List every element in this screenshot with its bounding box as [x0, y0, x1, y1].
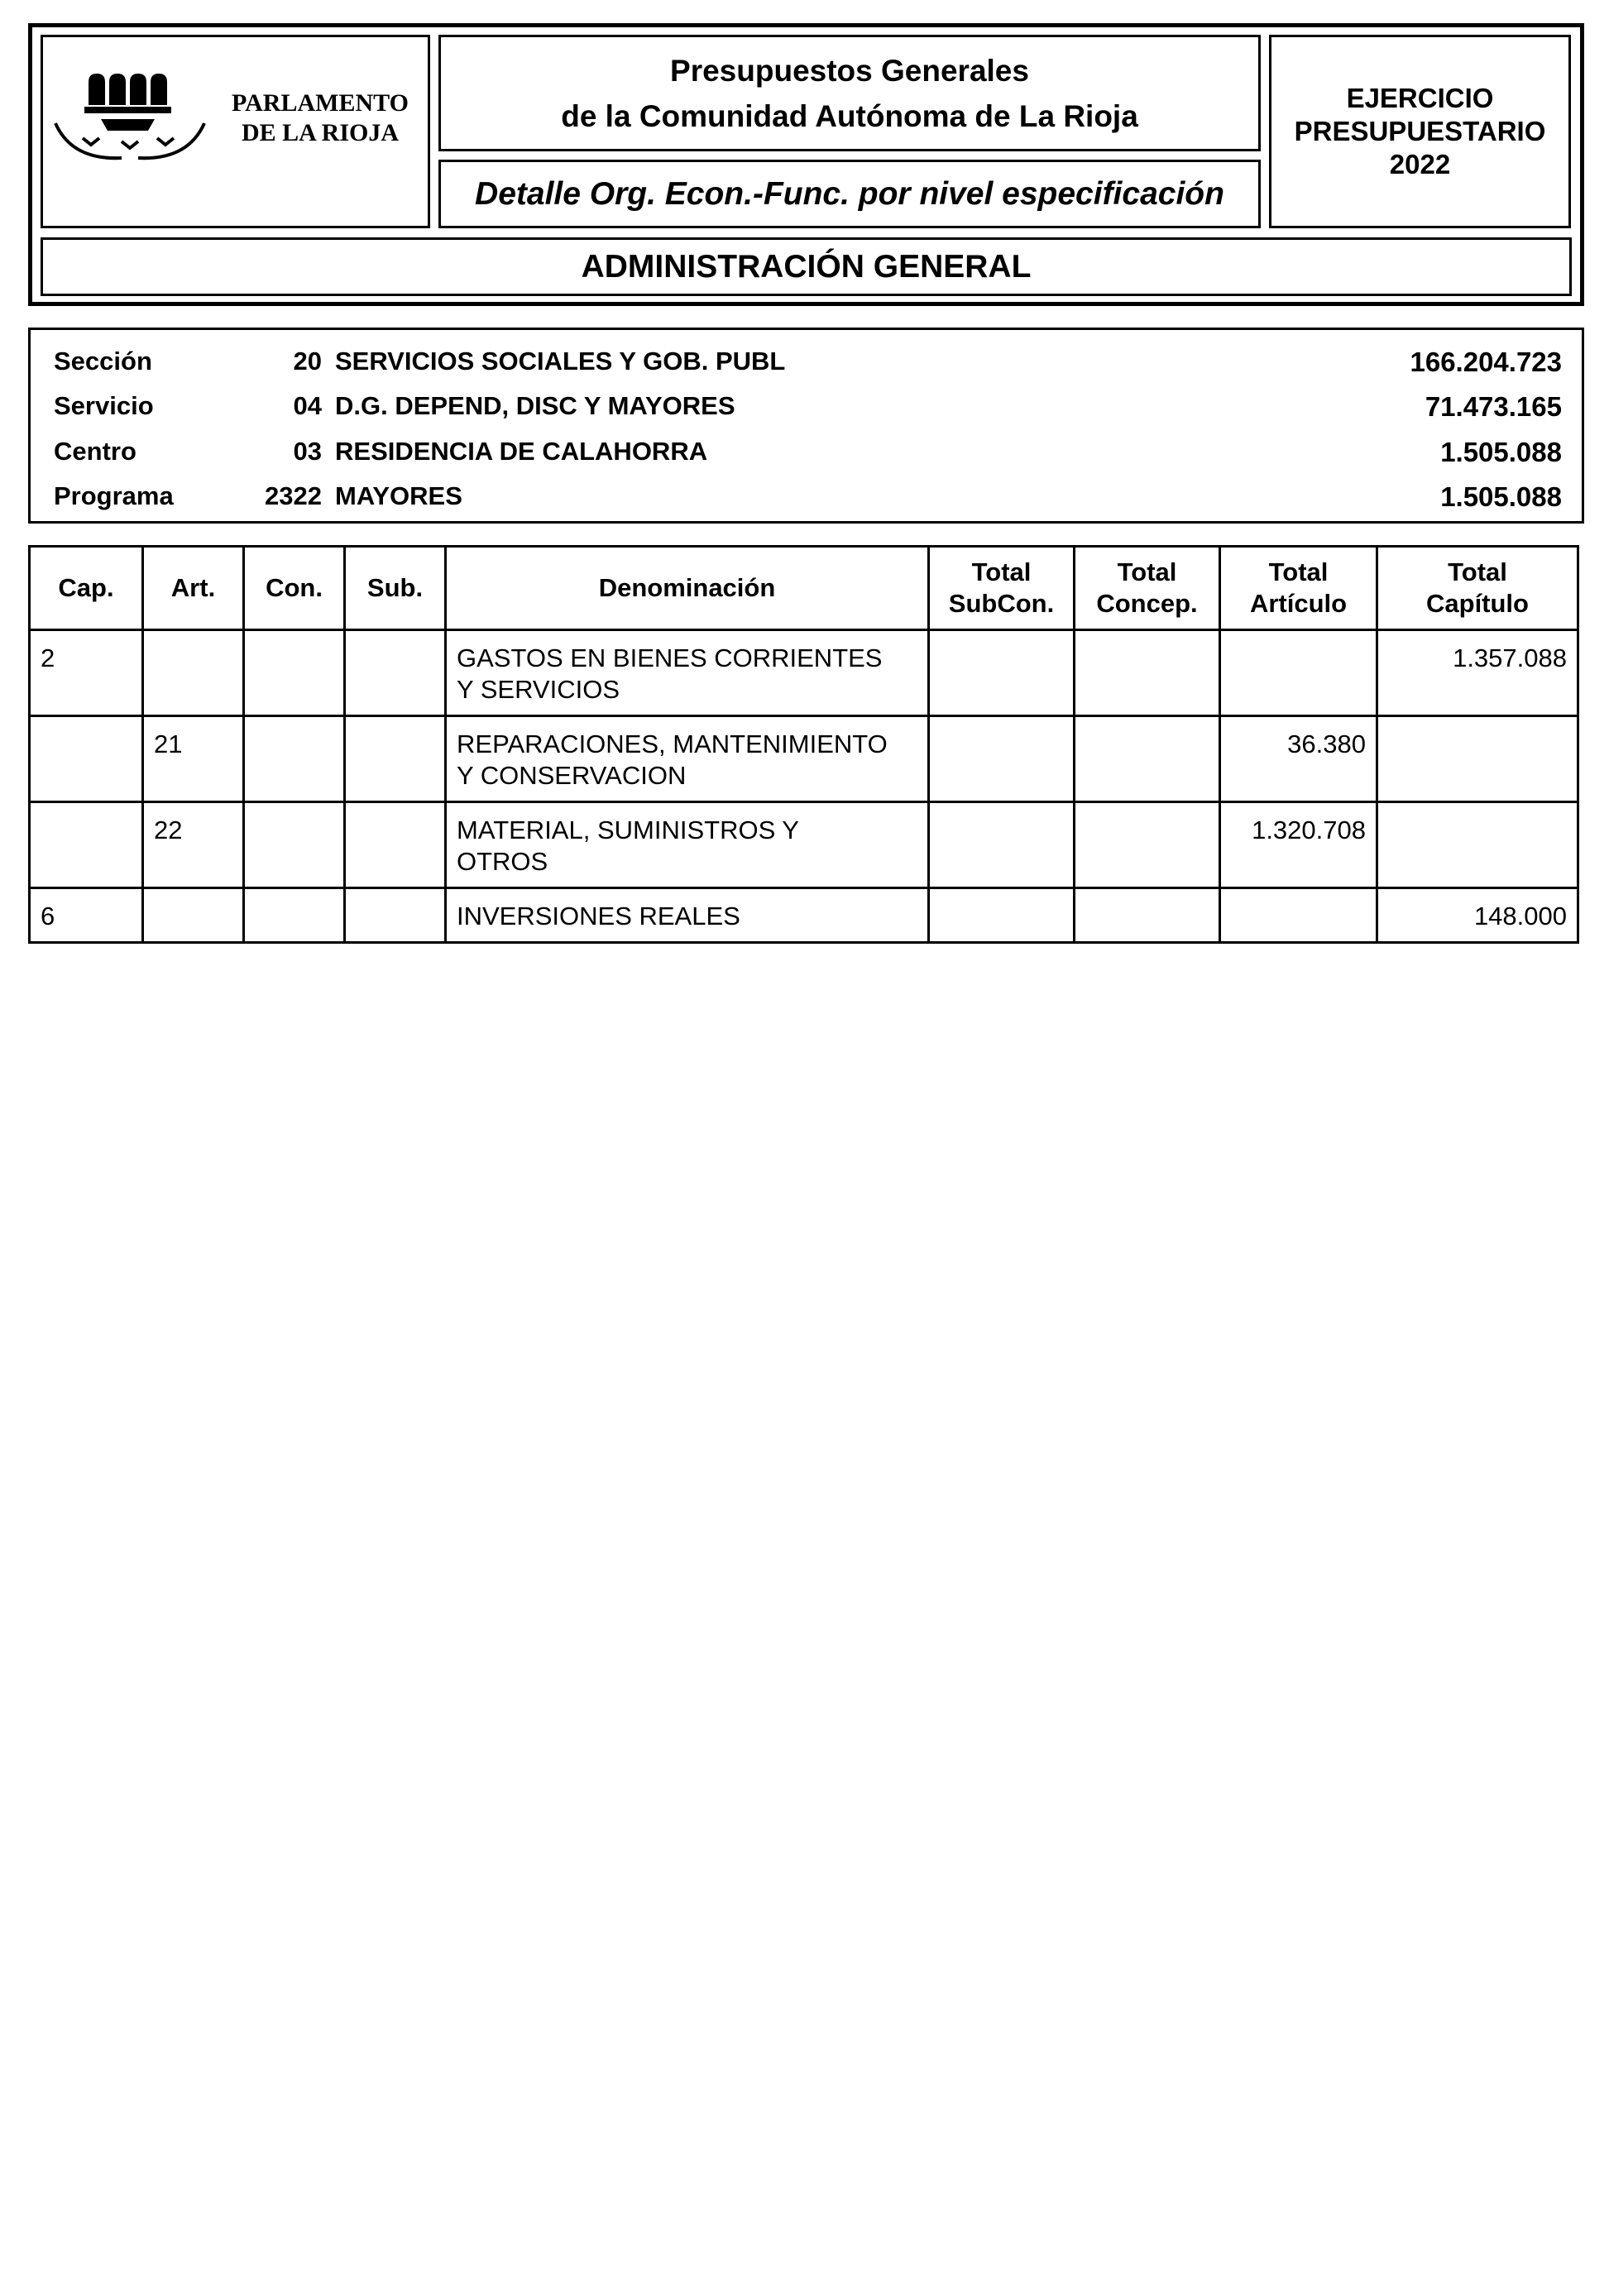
summary-label: Sección [54, 347, 152, 375]
col-header-sub: Sub. [345, 547, 446, 630]
table-row [30, 802, 1578, 888]
summary-label: Centro [54, 437, 136, 466]
cell-denominacion [446, 630, 929, 716]
logo-line-1: PARLAMENTO [232, 89, 409, 117]
denominacion-line: Y SERVICIOS [457, 675, 620, 704]
cell-total-concep [1075, 716, 1220, 802]
cell-total-capitulo [1377, 716, 1578, 802]
cell-art [143, 888, 244, 943]
cell-cap [30, 716, 143, 802]
cell-sub [345, 630, 446, 716]
denominacion-line: REPARACIONES, MANTENIMIENTO [457, 729, 888, 758]
cell-total-subcon [929, 888, 1075, 943]
cell-denominacion [446, 802, 929, 888]
summary-code: 03 [293, 437, 322, 466]
cell-total-subcon [929, 716, 1075, 802]
cell-total-capitulo: 148.000 [1377, 888, 1578, 943]
col-header-total-subcon [929, 547, 1075, 630]
cell-cap [30, 802, 143, 888]
cell-cap: 6 [30, 888, 143, 943]
summary-label: Programa [54, 481, 174, 510]
col-header-line: Total [1117, 557, 1177, 586]
fiscal-year-panel [1269, 35, 1571, 228]
parliament-logo-icon [51, 74, 217, 181]
cell-total-concep [1075, 888, 1220, 943]
table-row [30, 888, 1578, 943]
col-header-total-capitulo [1377, 547, 1578, 630]
cell-total-articulo: 36.380 [1220, 716, 1377, 802]
summary-row-seccion [31, 337, 1582, 381]
col-header-con: Con. [244, 547, 345, 630]
col-header-art: Art. [143, 547, 244, 630]
cell-cap: 2 [30, 630, 143, 716]
denominacion-line: INVERSIONES REALES [457, 902, 740, 930]
fiscal-year-line-2: PRESUPUESTARIO [1294, 116, 1546, 146]
fiscal-year: 2022 [1389, 149, 1451, 179]
summary-code: 04 [293, 391, 322, 420]
summary-amount: 166.204.723 [1410, 347, 1562, 377]
cell-total-articulo [1220, 630, 1377, 716]
summary-amount: 1.505.088 [1440, 481, 1562, 512]
cell-total-concep [1075, 802, 1220, 888]
summary-name: MAYORES [335, 481, 462, 510]
denominacion-line: GASTOS EN BIENES CORRIENTES [457, 643, 883, 672]
cell-total-capitulo: 1.357.088 [1377, 630, 1578, 716]
summary-name: SERVICIOS SOCIALES Y GOB. PUBL [335, 347, 786, 375]
summary-row-servicio [31, 381, 1582, 426]
col-header-denominacion: Denominación [446, 547, 929, 630]
summary-name: D.G. DEPEND, DISC Y MAYORES [335, 391, 735, 420]
cell-sub [345, 802, 446, 888]
col-header-cap: Cap. [30, 547, 143, 630]
fiscal-year-line-1: EJERCICIO [1346, 83, 1494, 113]
cell-denominacion [446, 716, 929, 802]
summary-name: RESIDENCIA DE CALAHORRA [335, 437, 708, 466]
summary-row-programa [31, 471, 1582, 516]
cell-con [244, 888, 345, 943]
title-line-1: Presupuestos Generales [670, 53, 1029, 88]
col-header-total-concep [1075, 547, 1220, 630]
col-header-line: Total [971, 557, 1032, 586]
cell-con [244, 716, 345, 802]
cell-sub [345, 716, 446, 802]
table-row [30, 716, 1578, 802]
cell-total-articulo [1220, 888, 1377, 943]
denominacion-line: MATERIAL, SUMINISTROS Y [457, 816, 799, 844]
col-header-line: SubCon. [948, 589, 1055, 618]
summary-amount: 71.473.165 [1425, 391, 1562, 422]
title-line-2: de la Comunidad Autónoma de La Rioja [561, 98, 1138, 133]
table-header-row [30, 547, 1578, 630]
cell-con [244, 802, 345, 888]
cell-art [143, 630, 244, 716]
cell-total-concep [1075, 630, 1220, 716]
col-header-line: Total [1448, 557, 1507, 586]
col-header-total-articulo [1220, 547, 1377, 630]
cell-sub [345, 888, 446, 943]
cell-denominacion [446, 888, 929, 943]
title-panel [438, 35, 1261, 151]
summary-code: 20 [293, 347, 322, 375]
table-row [30, 630, 1578, 716]
subtitle-panel [438, 160, 1261, 228]
cell-total-subcon [929, 630, 1075, 716]
section-title: ADMINISTRACIÓN GENERAL [581, 248, 1032, 285]
col-header-line: Total [1268, 557, 1329, 586]
col-header-line: Capítulo [1426, 589, 1529, 618]
budget-lines-table [28, 545, 1579, 944]
cell-art: 21 [143, 716, 244, 802]
summary-row-centro [31, 427, 1582, 471]
summary-code: 2322 [265, 481, 322, 510]
summary-amount: 1.505.088 [1440, 437, 1562, 467]
denominacion-line: Y CONSERVACION [457, 761, 687, 790]
col-header-line: Concep. [1096, 589, 1198, 618]
cell-total-subcon [929, 802, 1075, 888]
cell-art: 22 [143, 802, 244, 888]
section-title-panel [41, 237, 1572, 296]
summary-label: Servicio [54, 391, 154, 420]
denominacion-line: OTROS [457, 847, 548, 876]
summary-block [28, 328, 1584, 524]
col-header-line: Artículo [1249, 589, 1348, 618]
cell-con [244, 630, 345, 716]
logo-line-2: DE LA RIOJA [241, 119, 400, 146]
subtitle: Detalle Org. Econ.-Func. por nivel especificación [475, 175, 1224, 212]
cell-total-capitulo [1377, 802, 1578, 888]
logo-panel [41, 35, 430, 228]
cell-total-articulo: 1.320.708 [1220, 802, 1377, 888]
